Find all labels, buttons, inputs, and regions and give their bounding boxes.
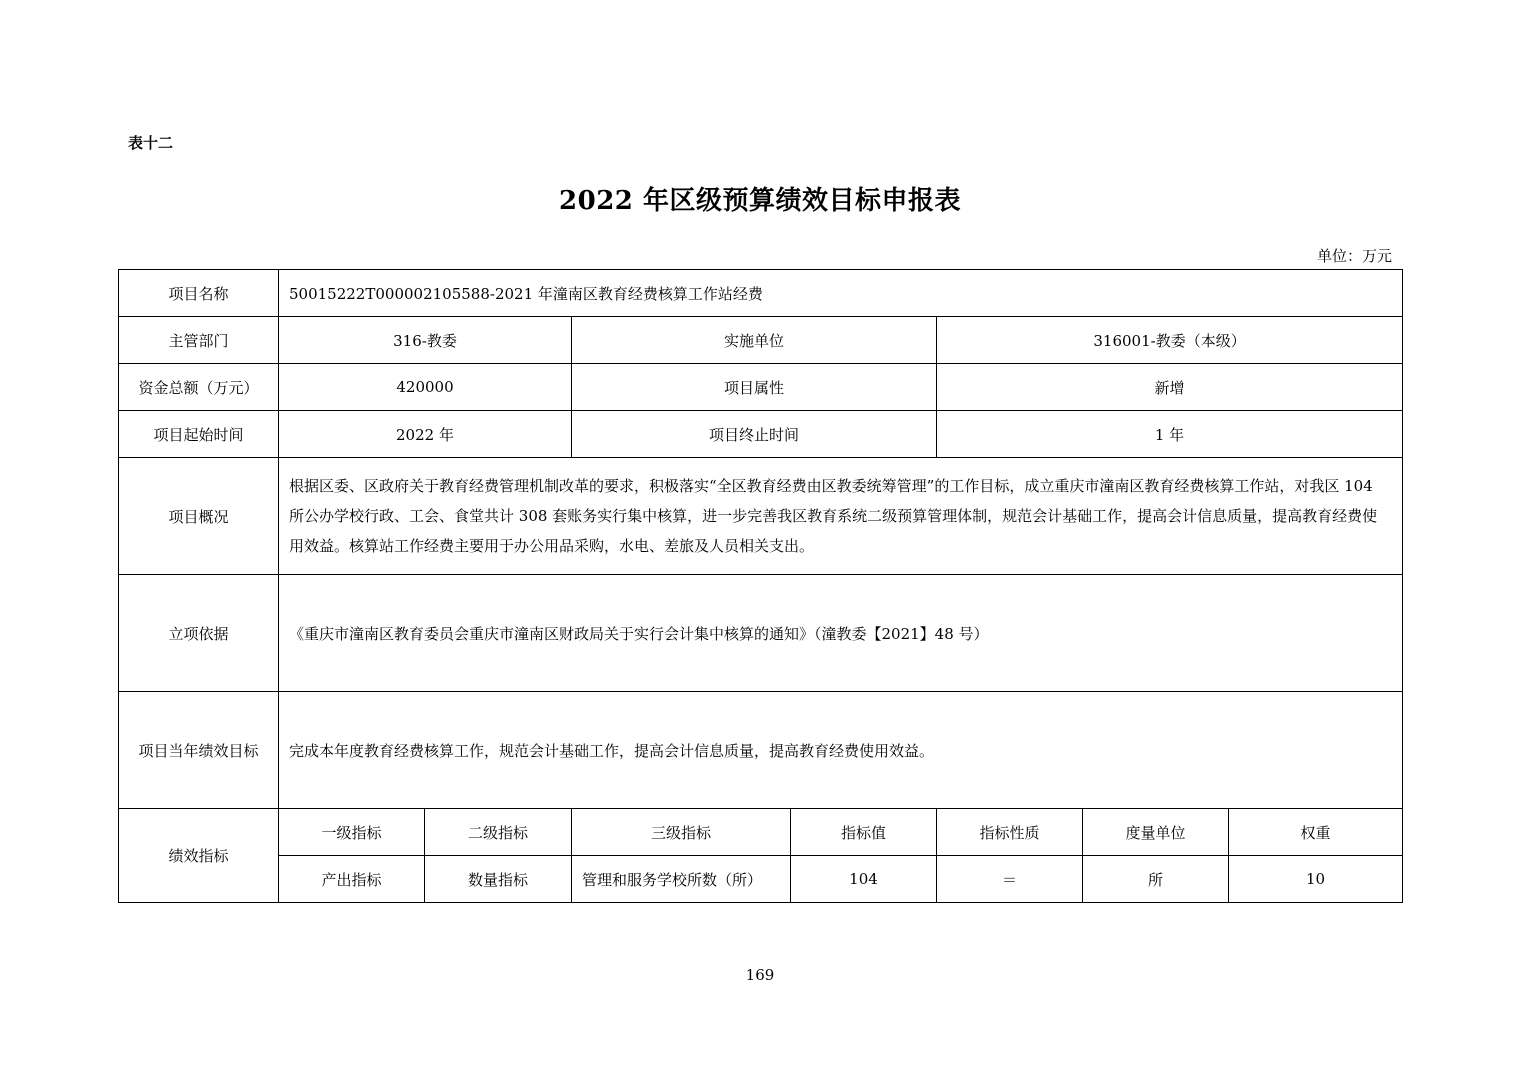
attr-value: 新增	[937, 364, 1403, 411]
row-department	[119, 317, 1403, 364]
indicator-header-level2: 二级指标	[425, 809, 572, 856]
indicator-cell-unit: 所	[1083, 856, 1229, 903]
table-number: 表十二	[128, 134, 174, 152]
page-number: 169	[745, 966, 775, 984]
project-name-label: 项目名称	[119, 270, 279, 317]
dept-value: 316-教委	[279, 317, 572, 364]
end-label: 项目终止时间	[572, 411, 937, 458]
overview-label: 项目概况	[119, 458, 279, 575]
row-time	[119, 411, 1403, 458]
performance-target-form	[118, 269, 1403, 903]
row-project-name	[119, 270, 1403, 317]
indicator-header-weight: 权重	[1229, 809, 1403, 856]
fund-label: 资金总额（万元）	[119, 364, 279, 411]
impl-unit-value: 316001-教委（本级）	[937, 317, 1403, 364]
project-name-value: 50015222T000002105588-2021 年潼南区教育经费核算工作站经费	[279, 270, 1403, 317]
indicator-cell-level1: 产出指标	[279, 856, 425, 903]
goal-label: 项目当年绩效目标	[119, 692, 279, 809]
indicator-header-value: 指标值	[791, 809, 937, 856]
page-title: 2022 年区级预算绩效目标申报表	[559, 186, 961, 216]
row-overview	[119, 458, 1403, 575]
start-value: 2022 年	[279, 411, 572, 458]
basis-label: 立项依据	[119, 575, 279, 692]
indicator-cell-value: 104	[791, 856, 937, 903]
indicator-cell-level2: 数量指标	[425, 856, 572, 903]
unit-note: 单位：万元	[1316, 247, 1392, 265]
indicator-cell-nature: ＝	[937, 856, 1083, 903]
row-basis	[119, 575, 1403, 692]
end-value: 1 年	[937, 411, 1403, 458]
indicator-header-unit: 度量单位	[1083, 809, 1229, 856]
indicator-cell-level3: 管理和服务学校所数（所）	[572, 856, 791, 903]
indicator-header-nature: 指标性质	[937, 809, 1083, 856]
row-goal	[119, 692, 1403, 809]
indicator-header-level1: 一级指标	[279, 809, 425, 856]
indicator-cell-weight: 10	[1229, 856, 1403, 903]
fund-value: 420000	[279, 364, 572, 411]
indicator-label: 绩效指标	[119, 809, 279, 903]
indicator-row	[119, 856, 1403, 903]
impl-unit-label: 实施单位	[572, 317, 937, 364]
row-fund	[119, 364, 1403, 411]
indicator-header-row	[119, 809, 1403, 856]
overview-value: 根据区委、区政府关于教育经费管理机制改革的要求，积极落实“全区教育经费由区教委统筹管理”的工作目标，成立重庆市潼南区教育经费核算工作站，对我区 104 所公办学校行政、工会、食堂共计 308 套账务实行集中核算，进一步完善我区教育系统二级预算管理体制，规范会计基础工作，提高会计信息质量，提高教育经费使用效益。核算站工作经费主要用于办公用品采购，水电、差旅及人员相关支出。	[279, 458, 1403, 575]
basis-value: 《重庆市潼南区教育委员会重庆市潼南区财政局关于实行会计集中核算的通知》（潼教委【2021】48 号）	[279, 575, 1403, 692]
goal-value: 完成本年度教育经费核算工作，规范会计基础工作，提高会计信息质量，提高教育经费使用效益。	[279, 692, 1403, 809]
indicator-header-level3: 三级指标	[572, 809, 791, 856]
attr-label: 项目属性	[572, 364, 937, 411]
start-label: 项目起始时间	[119, 411, 279, 458]
dept-label: 主管部门	[119, 317, 279, 364]
